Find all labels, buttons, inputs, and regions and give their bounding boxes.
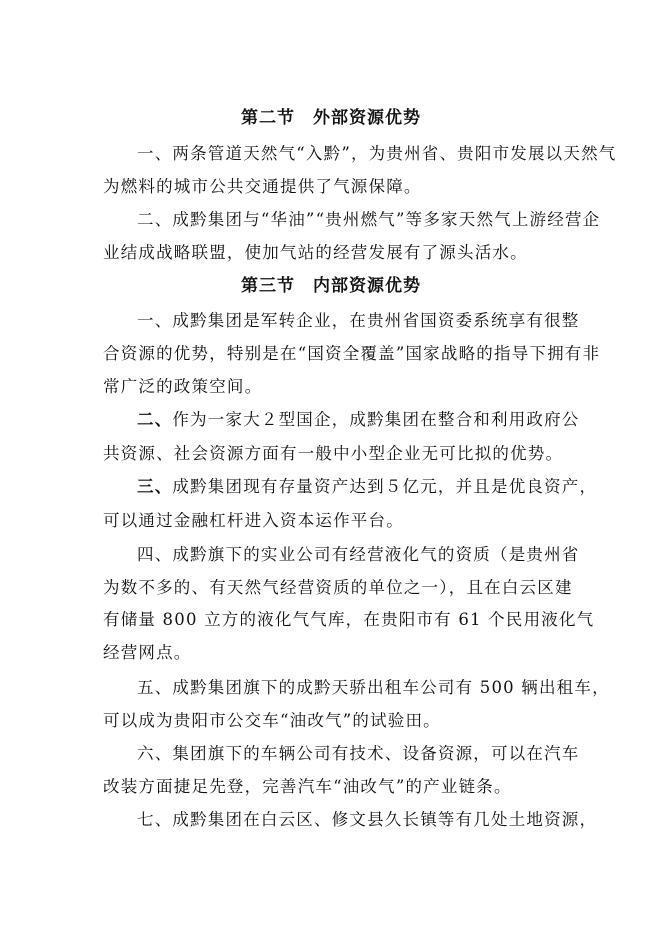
s3-p4-line1: 四、成黔旗下的实业公司有经营液化气的资质（是贵州省: [137, 545, 580, 564]
s3-p2-number: 二、: [137, 410, 173, 429]
s3-p4-line3: 有储量 800 立方的液化气气库，在贵阳市有 61 个民用液化气: [103, 610, 595, 629]
s2-p1-line2: 为燃料的城市公共交通提供了气源保障。: [103, 177, 422, 196]
section-3-title: 第三节 内部资源优势: [241, 276, 421, 296]
s3-p7-line1: 七、成黔集团在白云区、修文县久长镇等有几处土地资源，: [137, 810, 598, 829]
s3-p1-line1: 一、成黔集团是军转企业，在贵州省国资委系统享有很整: [137, 311, 580, 330]
s3-p3-number: 三、: [137, 477, 173, 496]
s3-p4-line2: 为数不多的、有天然气经营资质的单位之一），且在白云区建: [103, 578, 573, 597]
s3-p2-line1-text: 作为一家大２型国企，成黔集团在整合和利用政府公: [172, 410, 580, 429]
s3-p6-line1: 六、集团旗下的车辆公司有技术、设备资源，可以在汽车: [137, 744, 580, 763]
s2-p2-line2: 业结成战略联盟，使加气站的经营发展有了源头活水。: [103, 243, 528, 262]
s3-p1-line2: 合资源的优势，特别是在“国资全覆盖”国家战略的指导下拥有非: [103, 344, 601, 363]
s3-p2-line1: [137, 406, 580, 430]
section-2-title: 第二节 外部资源优势: [241, 108, 421, 128]
s3-p5-line1: 五、成黔集团旗下的成黔天骄出租车公司有 500 辆出租车，: [137, 678, 610, 697]
s3-p3-line1-text: 成黔集团现有存量资产达到５亿元，并且是优良资产，: [172, 477, 598, 496]
s3-p4-line4: 经营网点。: [103, 643, 192, 662]
s3-p2-line2: 共资源、社会资源方面有一般中小型企业无可比拟的优势。: [103, 444, 564, 463]
s3-p3-line1: [137, 473, 597, 497]
s3-p1-line3: 常广泛的政策空间。: [103, 377, 263, 396]
s3-p6-line2: 改装方面捷足先登，完善汽车“油改气”的产业链条。: [103, 777, 512, 796]
s3-p5-line2: 可以成为贵阳市公交车“油改气”的试验田。: [103, 711, 441, 730]
s2-p2-line1: 二、成黔集团与“华油”“贵州燃气”等多家天然气上游经营企: [137, 210, 601, 229]
s2-p1-line1: 一、两条管道天然气“入黔”，为贵州省、贵阳市发展以天然气: [137, 144, 617, 163]
s3-p3-line2: 可以通过金融杠杆进入资本运作平台。: [103, 511, 404, 530]
